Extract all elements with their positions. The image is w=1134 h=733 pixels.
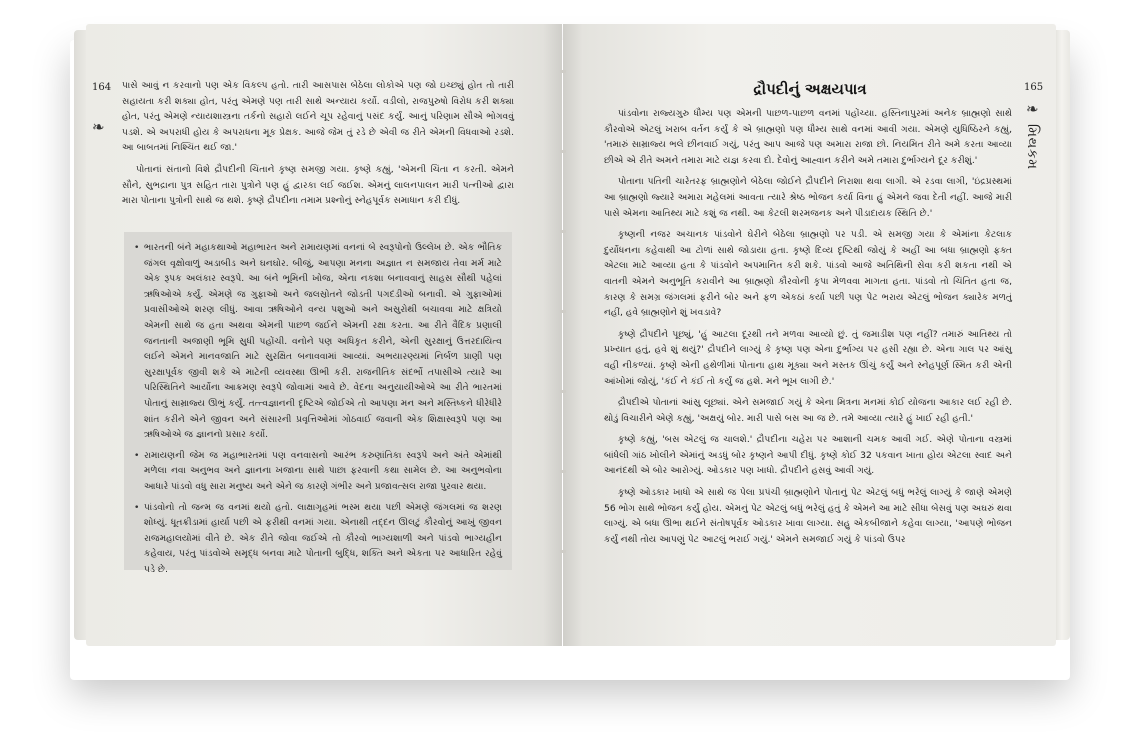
side-title: મિથકમ — [1024, 124, 1040, 170]
right-paragraph: કૃષ્ણે દ્રૌપદીને પૂછ્યું, 'હું આટલા દૂરથી તને મળવા આવ્યો છું. તું જમાડીશ પણ નહીં? તમારું આતિથ્ય તો પ્રખ્યાત હતું, હવે શું થયું?' દ્રૌપદીને લાગ્યું કે કૃષ્ણ પણ એના દુર્ભાગ્ય પર હસી રહ્યા છે. એના ગાલ પર આંસુ વહી નીકળ્યાં. કૃષ્ણે એની હથેળીમાં પોતાના હાથ મૂક્યા અને મસ્તક ઊંચું કર્યું અને સ્નેહપૂર્ણ સ્મિત કરી એની આંખોમાં જોયું, 'કંઈ ને કંઈ તો કર્યું જ હશે. મને ભૂખ લાગી છે.' — [604, 328, 1012, 387]
info-box — [124, 232, 512, 575]
info-box-item: • પાંડવોનો તો જન્મ જ વનમાં થયો હતો. લાક્ષાગૃહમાં ભસ્મ થયા પછી એમણે જંગલમાં જ શરણ શોધ્યું. ધૂતક્રીડામાં હાર્યા પછી એ ફરીથી વનમાં ગયા. એનાથી તદ્દન ઊલટું કૌરવોનું આખું જીવન રાજમહાલયોમાં વીતે છે. એક રીતે જોવા જઈએ તો કૌરવો ભાગ્યશાળી અને પાંડવો ભાગ્યહીન કહેવાય, પરંતુ પાંડવોએ સમૃદ્ધ બનવા માટે પોતાની બુદ્ધિ, શક્તિ અને એકતા પર આધારિત રહેવું પડે છે. — [144, 500, 502, 578]
left-paragraph: પોતાનાં સંતાનો વિશે દ્રૌપદીની ચિંતાને કૃષ્ણ સમજી ગયા. કૃષ્ણે કહ્યું, 'એમની ચિંતા ન કરતી. એમને સૌને, સુભદ્રાના પુત્ર સહિત તારા પુત્રોને પણ હું દ્વારકા લઈ જઈશ. એમનું લાલનપાલન મારી પત્નીઓ દ્વારા મારા પોતાના પુત્રોની સાથે જ થશે. કૃષ્ણે દ્રૌપદીના તમામ પ્રશ્નોનું સ્નેહપૂર્વક સમાધાન કરી દીધું. — [122, 163, 514, 207]
info-box-item: • રામાયણની જેમ જ મહાભારતમાં પણ વનવાસનો આરંભ કરુણાંતિકા સ્વરૂપે અને અંતે એમાંથી મળેલા નવા અનુભવ અને જ્ઞાનના ખજાના સાથે પાછા ફરવાની કથા સામેલ છે. આ અનુભવોના આધારે પાંડવો વધુ સારા મનુષ્ય અને એને જ કારણે ગંભીર અને પ્રજાવત્સલ રાજા પુરવાર થયા. — [144, 448, 502, 495]
right-page-stack — [1056, 30, 1070, 640]
right-paragraph: કૃષ્ણે ઓડકાર ખાધો એ સાથે જ પેલા પ્રપંચી બ્રાહ્મણોને પોતાનું પેટ એટલું બધું ભરેલું લાગ્યું કે જાણે એમણે 56 ભોગ સાથે ભોજન કર્યું હોય. એમનું પેટ એટલું બધું ભરેલું હતું કે એમને આ માટે સીધા બેસવું પણ અઘરું થવા લાગ્યું. એ બધા ઊભા થઈને સંતોષપૂર્વક ઓડકાર ખાવા લાગ્યા. સહુ એકબીજાને કહેવા લાગ્યા, 'આપણે ભોજન કર્યું નથી તોય આપણું પેટ આટલું ભરાઈ ગયું.' એમને સમજાઈ ગયું કે પાંડવો ઉપર — [604, 487, 1012, 545]
left-folio: 164 — [92, 82, 112, 93]
info-box-item: • ભારતની બંને મહાકથાઓ મહાભારત અને રામાયણમાં વનનાં બે સ્વરૂપોનો ઉલ્લેખ છે. એક ભૌતિક જંગલ વૃક્ષોવાળું અડાબીડ અને ઘનઘોર. બીજું, આપણા મનના અજ્ઞાત ન સમજાય તેવા મર્મ માટે એક રૂપક અલંકાર સ્વરૂપે. આ બંને ભૂમિની ખોજ, એના નકશા બનાવવાનું સાહસ સૌથી પહેલાં ઋષિઓએ કર્યું. એમણે જ ગુફાઓ અને જલસ્રોતને જોડતી પગદંડીઓ બનાવી. એ ગુફાઓમાં પ્રવાસીઓએ શરણ લીધું. આવા ઋષિઓને વન્ય પશુઓ અને અસુરોથી બચાવવા માટે ક્ષત્રિયો એમની સાથે જ હતા અથવા એમની પાછળ જઈને એમની રક્ષા કરતા. આ રીતે વૈદિક પ્રણાલી જનતાની અજાણી ભૂમિ સુધી પહોંચી. વનોને પણ અધિકૃત કરીને, એની સુરક્ષાનું ઉત્તરદાયિત્વ લઈને એમને માનવજાતિ માટે સુરક્ષિત બનાવવામાં આવ્યાં. અભયારણ્યમાં નિર્બળ પ્રાણી પણ સુરક્ષાપૂર્વક જીવી શકે એ માટેની વ્યવસ્થા ઊભી કરી. રાજનીતિક સંદર્ભો તપાસીએ ત્યારે આ પરિસ્થિતિને આર્યોના આક્રમણ સ્વરૂપે જોવામાં આવે છે. વેદના અનુયાયીઓએ આ રીતે ભારતમાં પોતાનું સામ્રાજ્ય ઊભું કર્યું. તત્ત્વજ્ઞાનની દૃષ્ટિએ જોઈએ તો આપણા મન અને મસ્તિષ્કને ધીરેધીરે શાંત કરીને એને જીવન અને સંસારની પ્રવૃત્તિઓમાં ગોઠવાઈ જવાની એક શિક્ષાસ્વરૂપે પણ આ ઋષિઓએ જ જ્ઞાનનો પ્રસાર કર્યો. — [144, 240, 502, 443]
right-paragraph: કૃષ્ણની નજર અચાનક પાંડવોને ઘેરીને બેઠેલા બ્રાહ્મણો પર પડી. એ સમજી ગયા કે એમાંના કેટલાક દુર્યોધનના કહેવાથી આ ટોળાં સાથે જોડાયા હતા. કૃષ્ણે દિવ્ય દૃષ્ટિથી જોયું કે અહીં આ બધા બ્રાહ્મણો ફક્ત એટલા માટે આવ્યા હતા કે પાંડવોને અપમાનિત કરી શકે. પાંડવો આજે અતિથિની સેવા કરી શકતા નથી એ વાતની એમને અનુભૂતિ કરાવીને આ બ્રાહ્મણો કૌરવોની કૃપા મેળવવા માગતા હતા. પાંડવો તો ચિંતિત હતા જ, કારણ કે સમગ્ર જંગલમાં ફરીને બોર અને ફળ એકઠાં કર્યા પછી પણ પેટ ભરાય એટલું ભોજન ક્યારેક મળતું નહીં, હવે બ્રાહ્મણોને શું ખવડાવે? — [604, 229, 1012, 319]
right-paragraph: દ્રૌપદીએ પોતાનાં આંસુ લૂછ્યાં. એને સમજાઈ ગયું કે એના મિત્રના મનમાં કોઈ યોજના આકાર લઈ રહી છે. થોડું વિચારીને એણે કહ્યું, 'અક્ષયું બોર. મારી પાસે બસ આ જ છે. તમે આવ્યા ત્યારે હું ખાઈ રહી હતી.' — [604, 397, 1012, 424]
right-paragraph: પાંડવોના રાજ્યગુરુ ધૌમ્ય પણ એમની પાછળ-પાછળ વનમાં પહોંચ્યા. હસ્તિનાપુરમાં અનેક બ્રાહ્મણો સાથે કૌરવોએ એટલું ખરાબ વર્તન કર્યું કે એ બ્રાહ્મણો પણ ધૌમ્ય સાથે વનમાં આવી ગયા. એમણે યુધિષ્ઠિરને કહ્યું, 'તમારું સામ્રાજ્ય ભલે છીનવાઈ ગયું, પરંતુ આપ આજે પણ અમારા રાજા છો. નિયમિત રીતે અમે કરતા આવ્યા છીએ એ રીતે અમને તમારા માટે યજ્ઞ કરવા દો. દેવોનું આહ્વાન કરીને અમે તમારા દુર્ભાગ્યને દૂર કરીશું.' — [604, 108, 1012, 166]
right-paragraph: પોતાના પતિની ચારેતરફ બ્રાહ્મણોને બેઠેલા જોઈને દ્રૌપદીને નિરાશા થવા લાગી. એ રડવા લાગી, 'ઇંદ્રપ્રસ્થમાં આ બ્રાહ્મણો જ્યારે અમારા મહેલમાં આવતા ત્યારે શ્રેષ્ઠ ભોજન કર્યા વિના હું એમને જવા દેતી નહીં. આજે મારી પાસે એમના આતિથ્ય માટે કશું જ નથી. આ કેટલી શરમજનક અને પીડાદાયક સ્થિતિ છે.' — [604, 176, 1012, 219]
left-paragraph: પાસે આવું ન કરવાનો પણ એક વિકલ્પ હતો. તારી આસપાસ બેઠેલા લોકોએ પણ જો ઇચ્છ્યું હોત તો તારી સહાયતા કરી શક્યા હોત, પરંતુ એમણે પણ તારી સાથે અન્યાય કર્યો. વડીલો, રાજપુરુષો વિરોધ કરી શક્યા હોત, પરંતુ એમણે ન્યાયશાસ્ત્રના તર્કનો સહારો લઈને ચૂપ રહેવાનું પસંદ કર્યું. આનું પરિણામ સૌએ ભોગવવું પડશે. એ અપરાધી હોય કે અપરાધના મૂક પ્રેક્ષક. આજે જેમ તું રડે છે એવી જ રીતે એમની વિધવાઓ રડશે. આ બાબતમાં નિશ્ચિંત થઈ જા.' — [122, 80, 514, 154]
right-text-block — [604, 106, 1012, 553]
spine-binding — [556, 40, 570, 640]
right-paragraph: કૃષ્ણે કહ્યું, 'બસ એટલું જ ચાલશે.' દ્રૌપદીના ચહેરા પર આશાની ચમક આવી ગઈ. એણે પોતાના વસ્ત્રમાં બાંધેલી ગાંઠ ખોલીને એમાંનું અડધું બોર કૃષ્ણને આપી દીધું. કૃષ્ણે કોઈ 32 પકવાન ખાતા હોય એટલા સ્વાદ અને આનંદથી એ બોર આરોગ્યું. ઓડકાર પણ ખાધો. દ્રૌપદીને હસવું આવી ગયું. — [604, 434, 1012, 477]
left-text-block — [122, 78, 514, 215]
info-box-list — [132, 240, 502, 577]
leaf-icon: ❧ — [1026, 100, 1039, 118]
right-folio: 165 — [1024, 82, 1044, 93]
chapter-title: દ્રૌપદીનું અક્ષયપાત્ર — [753, 80, 867, 98]
leaf-icon: ❧ — [92, 118, 105, 136]
